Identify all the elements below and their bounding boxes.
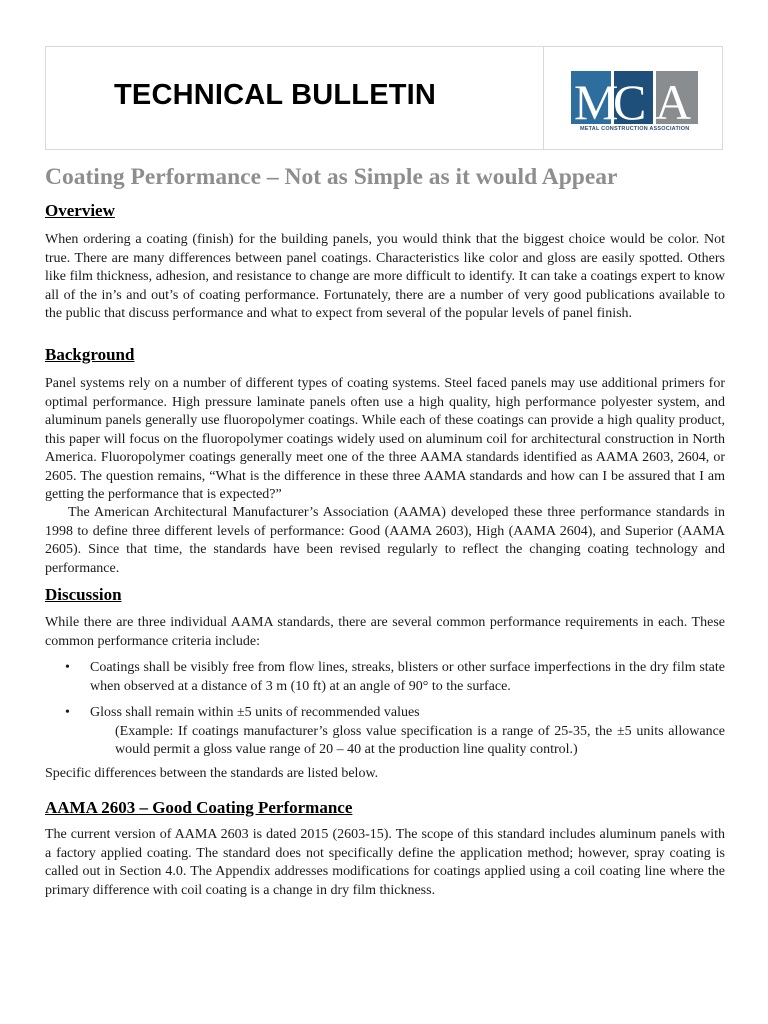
background-heading: Background	[45, 345, 135, 364]
discussion-heading: Discussion	[45, 585, 122, 604]
bullet-dot-icon: •	[65, 705, 70, 720]
header-title: TECHNICAL BULLETIN	[114, 79, 437, 111]
bullet-text: Gloss shall remain within ±5 units of recommended values	[90, 705, 420, 720]
logo-subtitle: METAL CONSTRUCTION ASSOCIATION	[580, 126, 690, 132]
discussion-outro: Specific differences between the standards are listed below.	[45, 766, 379, 781]
bullet-text-block	[90, 704, 725, 760]
bullet-example-note: (Example: If coatings manufacturer’s gloss value specification is a range of 25-35, the ±5 units allowance would permit a gloss value range of 20 – 40 at the production line quality control.)	[115, 723, 725, 757]
bullet-dot-icon: •	[65, 660, 70, 675]
background-paragraph-2: The American Architectural Manufacturer’s Association (AAMA) developed these three performance standards in 1998 to define three different levels of performance: Good (AAMA 2603), High (AAMA 2604), and Superior (AAMA 2605). Since that time, the standards have been revised regularly to reflect the changing coating technology and performance.	[45, 505, 725, 576]
document-title: Coating Performance – Not as Simple as it would Appear	[45, 164, 618, 190]
header-divider	[543, 47, 544, 149]
overview-heading: Overview	[45, 201, 115, 220]
background-paragraph-1: Panel systems rely on a number of different types of coating systems. Steel faced panels may use additional primers for optimal performance. High pressure laminate panels often use a high quality, high performance polyester system, and aluminum panels generally use fluoropolymer coatings. While each of these coatings can provide a high quality product, this paper will focus on the fluoropolymer coatings widely used on aluminum coil for architectural construction in North America. Fluoropolymer coatings generally meet one of the three AAMA standards identified as AAMA 2603, 2604, or 2605. The question remains, “What is the difference in these three AAMA standards and how can I be assured that I am getting the performance that is expected?”	[45, 376, 725, 502]
logo-letter-a: A	[655, 74, 692, 130]
overview-paragraph: When ordering a coating (finish) for the building panels, you would think that the biggest choice would be color. Not true. There are many differences between panel coatings. Characteristics like color and gloss are easily spotted. Others like film thickness, adhesion, and resistance to change are more difficult to identify. It can take a coatings expert to know all of the in’s and out’s of coating performance. Fortunately, there are a number of very good publications available to the public that discuss performance and what to expect from several of the popular levels of panel finish.	[45, 232, 725, 321]
logo-letter-c: C	[613, 74, 647, 130]
logo-letter-m: M	[574, 74, 619, 130]
mca-logo	[571, 71, 698, 135]
aama-2603-paragraph: The current version of AAMA 2603 is dated 2015 (2603-15). The scope of this standard includes aluminum panels with a factory applied coating. The standard does not specifically define the application method; however, spray coating is called out in Section 4.0. The Appendix addresses modifications for coatings applied using a coil coating line where the primary difference with coil coating is a change in dry film thickness.	[45, 827, 725, 898]
header-box	[45, 46, 723, 150]
discussion-intro: While there are three individual AAMA standards, there are several common performance requirements in each. These common performance criteria include:	[45, 615, 725, 649]
aama-2603-heading: AAMA 2603 – Good Coating Performance	[45, 798, 353, 817]
bullet-text: Coatings shall be visibly free from flow lines, streaks, blisters or other surface imperfections in the dry film state when observed at a distance of 3 m (10 ft) at an angle of 90° to the surface.	[90, 660, 725, 694]
